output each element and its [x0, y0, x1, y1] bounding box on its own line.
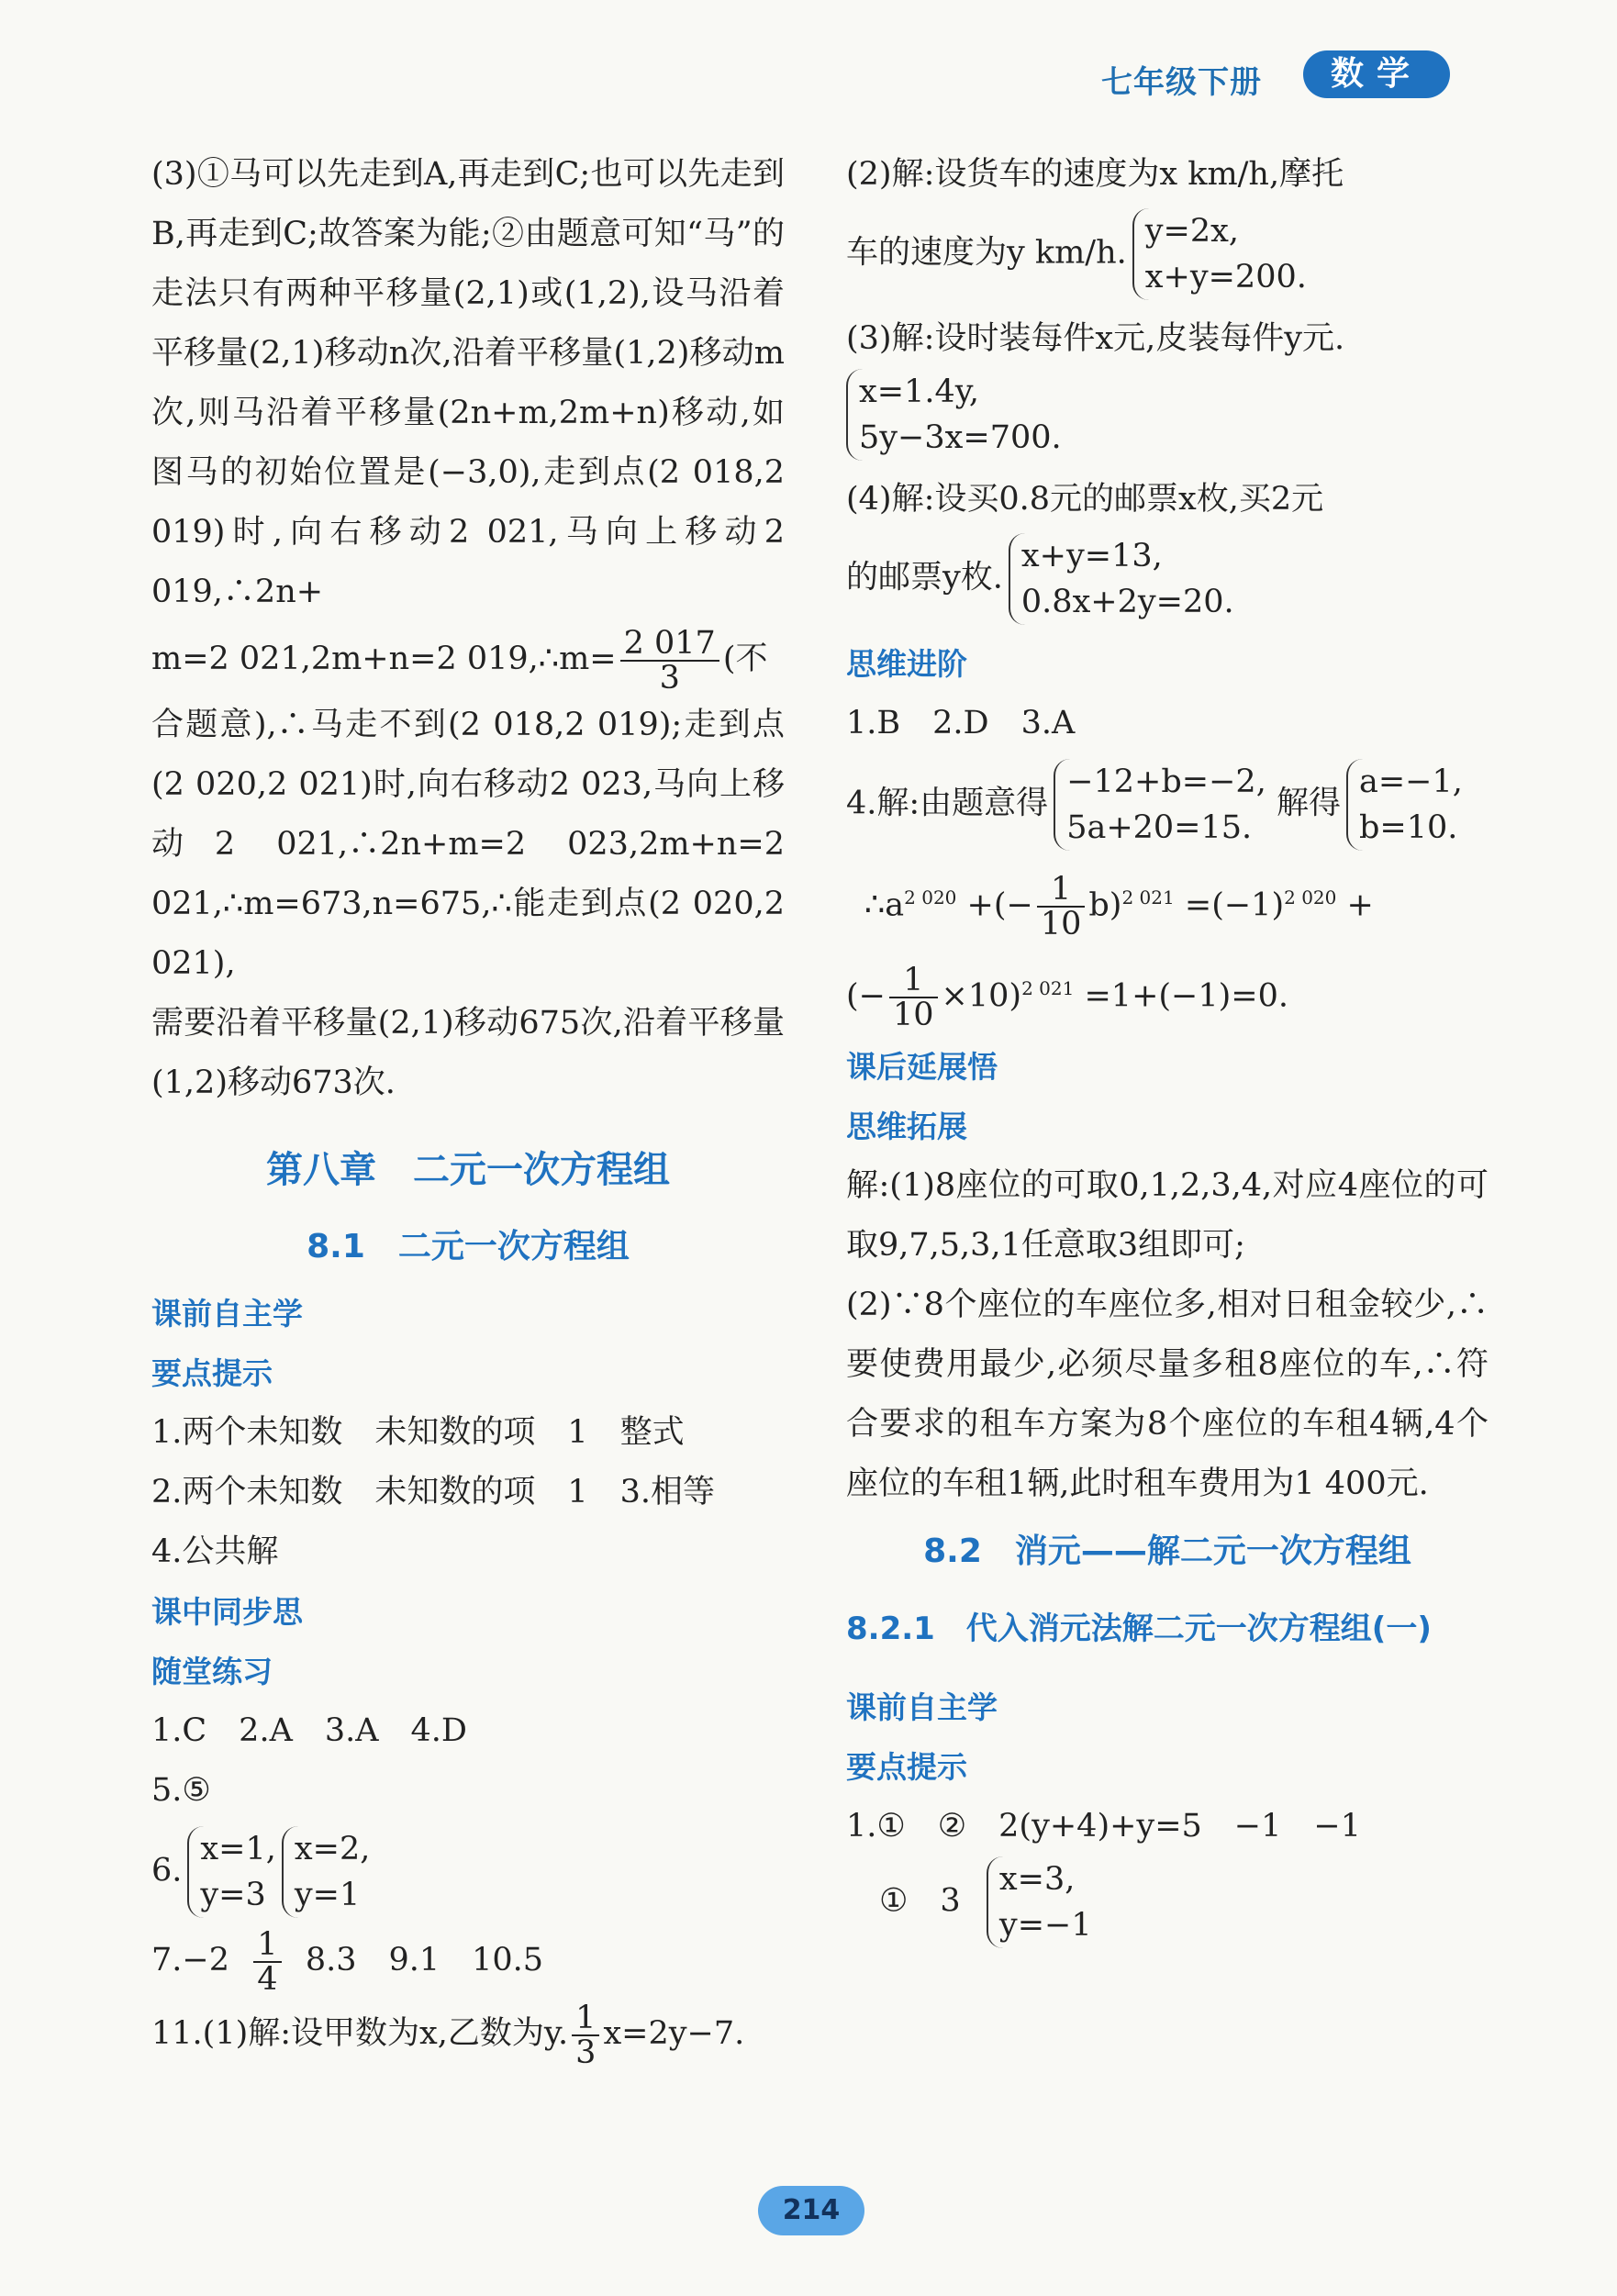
answer-line: (2)解:设货车的速度为x km/h,摩托 — [846, 156, 1344, 193]
fraction: $\frac{2 017}{3}$ — [620, 627, 719, 695]
equation-line: (− $\frac{1}{10}$ ×10)$^{2 021}$ =1+(−1)=0. — [846, 961, 1289, 1033]
heading-in-class: 课中同步思 — [151, 1594, 303, 1630]
fraction: $\frac{1}{3}$ — [572, 2001, 599, 2069]
answer-line: (3)解:设时装每件x元,皮装每件y元. — [846, 320, 1345, 357]
equation-system: x=2, y=1 — [282, 1826, 370, 1918]
fraction: $\frac{1}{4}$ — [253, 1928, 281, 1996]
answer-line: 1.C 2.A 3.A 4.D — [151, 1712, 467, 1749]
equation-system: a=−1, b=10. — [1346, 759, 1463, 851]
answer-paragraph — [151, 622, 785, 696]
header-subject-badge: 数学 — [1303, 50, 1450, 98]
answer-paragraph: 合题意),∴马走不到(2 018,2 019);走到点(2 020,2 021)时,向右移动2 023,马向上移动2 021,∴2n+m=2 023,2m+n=2 021,∴m=673,n=675,∴能走到点(2 020,2 021), — [151, 707, 785, 982]
left-column — [151, 145, 785, 2070]
heading-pre-study: 课前自主学 — [151, 1296, 303, 1332]
answer-paragraph: 需要沿着平移量(2,1)移动675次,沿着平移量(1,2)移动673次. — [151, 1005, 785, 1101]
answer-line: 1.① ② 2(y+4)+y=5 −1 −1 — [846, 1808, 1361, 1845]
answer-line: 车的速度为y km/h. y=2x, x+y=200. — [846, 208, 1489, 300]
section-title: 8.2 消元——解二元一次方程组 — [923, 1533, 1411, 1571]
answer-paragraph: 解:(1)8座位的可取0,1,2,3,4,对应4座位的可取9,7,5,3,1任意取3组即可; — [846, 1167, 1489, 1265]
answer-line: 1.B 2.D 3.A — [846, 705, 1076, 741]
answer-line: 5.⑤ — [151, 1772, 211, 1809]
heading-pre-study: 课前自主学 — [846, 1689, 998, 1726]
heading-key-points: 要点提示 — [151, 1355, 273, 1391]
answer-line: ① 3 x=3, y=−1 — [846, 1856, 1489, 1948]
key-point-line: 2.两个未知数 未知数的项 1 3.相等 — [151, 1474, 716, 1510]
answer-line-6: 6. x=1, y=3 x=2, y=1 — [151, 1826, 785, 1918]
answer-paragraph: (2)∵8个座位的车座位多,相对日租金较少,∴要使费用最少,必须尽量多租8座位的车,∴符合要求的租车方案为8个座位的车租4辆,4个座位的车租1辆,此时租车费用为1 400元. — [846, 1287, 1489, 1503]
equation-system: x=3, y=−1 — [987, 1856, 1092, 1948]
equation-system: x+y=13, 0.8x+2y=20. — [1009, 533, 1234, 625]
heading-key-points: 要点提示 — [846, 1749, 967, 1786]
chapter-title: 第八章 二元一次方程组 — [266, 1149, 670, 1191]
fraction: $\frac{1}{10}$ — [889, 964, 938, 1031]
heading-practice: 随堂练习 — [151, 1654, 273, 1689]
answer-line: (4)解:设买0.8元的邮票x枚,买2元 — [846, 481, 1324, 518]
header-grade: 七年级下册 — [1101, 64, 1262, 101]
answer-paragraph: (3)①马可以先走到A,再走到C;也可以先走到B,再走到C;故答案为能;②由题意可知“马”的走法只有两种平移量(2,1)或(1,2),设马沿着平移量(2,1)移动n次,沿着平移量(1,2)移动m次,则马沿着平移量(2n+m,2m+n)移动,如图马的初始位置是(−3,0),走到点(2 018,2 019)时,向右移动2 021,马向上移动2 019,∴2n+ — [151, 156, 785, 610]
right-column — [846, 145, 1489, 1948]
key-point-line: 4.公共解 — [151, 1533, 279, 1570]
page-number: 214 — [758, 2186, 864, 2235]
heading-after-class: 课后延展悟 — [846, 1049, 998, 1086]
answer-line: 的邮票y枚. x+y=13, 0.8x+2y=20. — [846, 533, 1489, 625]
answer-line — [846, 369, 1489, 461]
equation-line: $\therefore a^{2 020}$ +(− $\frac{1}{10}$ $b)^{2 021} =(-1)^{2 020}$ + — [864, 871, 1374, 943]
equation-system: y=2x, x+y=200. — [1132, 208, 1307, 300]
section-title: 8.1 二元一次方程组 — [307, 1228, 630, 1265]
heading-advanced: 思维进阶 — [846, 646, 967, 682]
heading-extension: 思维拓展 — [846, 1109, 967, 1145]
subsection-title: 8.2.1 代入消元法解二元一次方程组(一) — [846, 1611, 1432, 1648]
equation-system: −12+b=−2, 5a+20=15. — [1054, 759, 1266, 851]
fraction: $\frac{1}{10}$ — [1037, 873, 1086, 941]
text: (不 — [722, 641, 768, 677]
answer-line-7: 7.−2 $\frac{1}{4}$ 8.3 9.1 10.5 — [151, 1925, 544, 1998]
key-point-line: 1.两个未知数 未知数的项 1 整式 — [151, 1414, 685, 1451]
equation-system: x=1, y=3 — [187, 1826, 275, 1918]
answer-line: 4.解:由题意得 −12+b=−2, 5a+20=15. 解得 a=−1, b=10. — [846, 759, 1489, 851]
equation-system: x=1.4y, 5y−3x=700. — [846, 369, 1062, 461]
answer-line-11: 11.(1)解:设甲数为x,乙数为y. $\frac{1}{3}$ x=2y−7. — [151, 1999, 745, 2071]
text: m=2 021,2m+n=2 019,∴m= — [151, 641, 617, 677]
